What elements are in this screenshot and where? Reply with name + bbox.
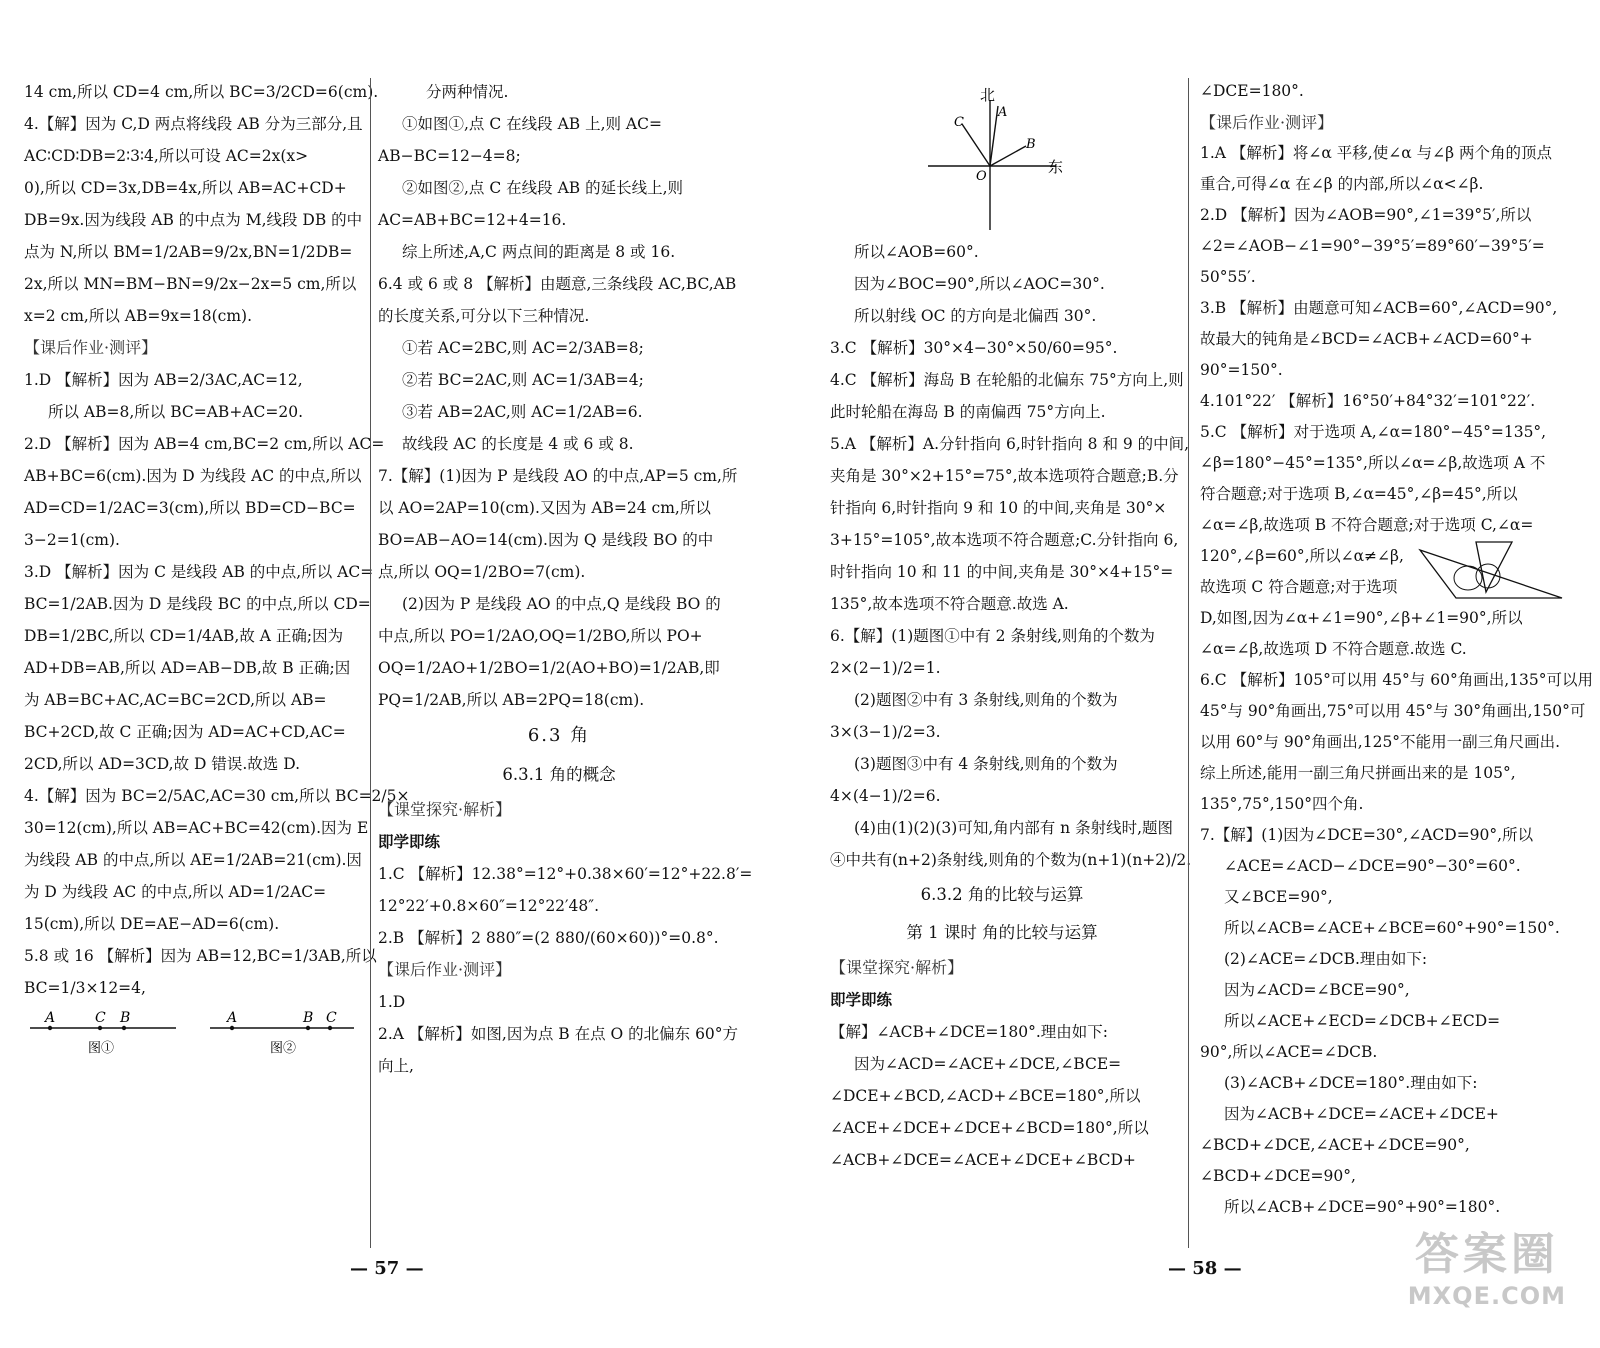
text-line: ∠α=∠β,故选项 B 不符合题意;对于选项 C,∠α= bbox=[1200, 516, 1534, 534]
text-line: 综上所述,能用一副三角尺拼画出来的是 105°, bbox=[1200, 764, 1516, 782]
text-line: 为 D 为线段 AC 的中点,所以 AD=1/2AC= bbox=[24, 883, 327, 901]
text-line: AC=AB+BC=12+4=16. bbox=[378, 211, 567, 229]
east-label: 东 bbox=[1048, 158, 1064, 176]
compass-figure bbox=[830, 86, 1174, 236]
text-line: ∠ACB+∠DCE=∠ACE+∠DCE+∠BCD+ bbox=[830, 1151, 1136, 1169]
column-3 bbox=[830, 86, 1192, 1176]
section-header: 【课堂探究·解析】 bbox=[830, 958, 964, 977]
text-line: ∠α=∠β,故选项 D 不符合题意.故选 C. bbox=[1200, 640, 1467, 658]
column-2 bbox=[378, 76, 753, 1082]
text-line: (2)∠ACE=∠DCB.理由如下: bbox=[1224, 950, 1428, 968]
section-header: 【课后作业·测评】 bbox=[24, 338, 158, 357]
text-line: 因为∠ACD=∠ACE+∠DCE,∠BCE= bbox=[854, 1055, 1122, 1073]
text-line: 2.D 【解析】因为∠AOB=90°,∠1=39°5′,所以 bbox=[1200, 206, 1532, 224]
section-header: 【课后作业·测评】 bbox=[1200, 113, 1334, 132]
text-line: 故线段 AC 的长度是 4 或 6 或 8. bbox=[402, 435, 634, 453]
text-line: PQ=1/2AB,所以 AB=2PQ=18(cm). bbox=[378, 691, 645, 709]
section-title-6-3: 6.3 角 bbox=[527, 725, 591, 746]
text-line: 6.【解】(1)题图①中有 2 条射线,则角的个数为 bbox=[830, 627, 1155, 645]
practice-header: 即学即练 bbox=[378, 832, 441, 851]
text-line: 为线段 AB 的中点,所以 AE=1/2AB=21(cm).因 bbox=[24, 851, 362, 869]
text-line: ∠DCE=180°. bbox=[1200, 82, 1304, 100]
watermark-url: MXQE.COM bbox=[1407, 1282, 1566, 1310]
text-line: ∠ACE=∠ACD−∠DCE=90°−30°=60°. bbox=[1224, 857, 1521, 875]
text-line: 重合,可得∠α 在∠β 的内部,所以∠α<∠β. bbox=[1200, 175, 1484, 193]
text-line: 【解】∠ACB+∠DCE=180°.理由如下: bbox=[830, 1023, 1108, 1041]
section-header: 【课堂探究·解析】 bbox=[378, 800, 512, 819]
text-line: AB+BC=6(cm).因为 D 为线段 AC 的中点,所以 bbox=[24, 467, 362, 485]
text-line: OQ=1/2AO+1/2BO=1/2(AO+BO)=1/2AB,即 bbox=[378, 659, 720, 677]
text-line: DB=9x.因为线段 AB 的中点为 M,线段 DB 的中 bbox=[24, 211, 363, 229]
column-4 bbox=[1200, 76, 1593, 1223]
text-line: 因为∠BOC=90°,所以∠AOC=30°. bbox=[854, 275, 1105, 293]
text-line: 所以∠ACB+∠DCE=90°+90°=180°. bbox=[1224, 1198, 1501, 1216]
text-line: 时针指向 10 和 11 的中间,夹角是 30°×4+15°= bbox=[830, 563, 1174, 581]
text-line: 7.【解】(1)因为 P 是线段 AO 的中点,AP=5 cm,所 bbox=[378, 467, 738, 485]
figure-caption: 图① bbox=[88, 1041, 115, 1056]
text-line: 120°,∠β=60°,所以∠α≠∠β, bbox=[1200, 547, 1404, 565]
text-line: 因为∠ACB+∠DCE=∠ACE+∠DCE+ bbox=[1224, 1105, 1499, 1123]
ray-label-a: A bbox=[998, 105, 1008, 120]
text-line: 点,所以 OQ=1/2BO=7(cm). bbox=[378, 563, 586, 581]
text-line: 2.A 【解析】如图,因为点 B 在点 O 的北偏东 60°方 bbox=[378, 1025, 739, 1043]
text-line: 30=12(cm),所以 AB=AC+BC=42(cm).因为 E bbox=[24, 819, 369, 837]
text-line: 因为∠ACD=∠BCE=90°, bbox=[1224, 981, 1410, 999]
text-line: 4.【解】因为 BC=2/5AC,AC=30 cm,所以 BC=2/5× bbox=[24, 787, 410, 805]
text-line: 针指向 6,时针指向 9 和 10 的中间,夹角是 30°× bbox=[830, 499, 1167, 517]
text-line: ①如图①,点 C 在线段 AB 上,则 AC= bbox=[402, 115, 662, 133]
text-line: 90°=150°. bbox=[1200, 361, 1283, 379]
text-line: AC∶CD∶DB=2∶3∶4,所以可设 AC=2x(x> bbox=[24, 147, 309, 165]
text-line: 以 AO=2AP=10(cm).又因为 AB=24 cm,所以 bbox=[378, 499, 711, 517]
text-line: 45°与 90°角画出,75°可以用 45°与 30°角画出,150°可 bbox=[1200, 702, 1586, 720]
point-label-b: B bbox=[303, 1010, 314, 1026]
text-line: 以用 60°与 90°角画出,125°不能用一副三角尺画出. bbox=[1200, 733, 1560, 751]
text-line: ∠β=180°−45°=135°,所以∠α=∠β,故选项 A 不 bbox=[1200, 454, 1546, 472]
text-line: ∠BCD+∠DCE,∠ACE+∠DCE=90°, bbox=[1200, 1136, 1470, 1154]
text-line: 符合题意;对于选项 B,∠α=45°,∠β=45°,所以 bbox=[1200, 485, 1518, 503]
ray-label-c: C bbox=[954, 115, 964, 130]
text-line: 此时轮船在海岛 B 的南偏西 75°方向上. bbox=[830, 403, 1106, 421]
ray-label-b: B bbox=[1026, 137, 1036, 152]
text-line: 15(cm),所以 DE=AE−AD=6(cm). bbox=[24, 915, 280, 933]
lesson-title: 第 1 课时 角的比较与运算 bbox=[906, 923, 1098, 942]
text-line: BC+2CD,故 C 正确;因为 AD=AC+CD,AC= bbox=[24, 723, 346, 741]
text-line: ③若 AB=2AC,则 AC=1/2AB=6. bbox=[402, 403, 643, 421]
origin-label: O bbox=[976, 169, 987, 184]
text-line: (3)∠ACB+∠DCE=180°.理由如下: bbox=[1224, 1074, 1478, 1092]
text-line: 所以 AB=8,所以 BC=AB+AC=20. bbox=[48, 403, 304, 421]
subsection-title-6-3-1: 6.3.1 角的概念 bbox=[502, 765, 616, 784]
text-line: AB−BC=12−4=8; bbox=[378, 147, 521, 165]
text-line: 7.【解】(1)因为∠DCE=30°,∠ACD=90°,所以 bbox=[1200, 826, 1534, 844]
text-line: D,如图,因为∠α+∠1=90°,∠β+∠1=90°,所以 bbox=[1200, 609, 1523, 627]
text-line: 4.【解】因为 C,D 两点将线段 AB 分为三部分,且 bbox=[24, 115, 363, 133]
section-header: 【课后作业·测评】 bbox=[378, 960, 512, 979]
text-line: 135°,故本选项不符合题意.故选 A. bbox=[830, 595, 1069, 613]
figure-caption: 图② bbox=[270, 1041, 297, 1056]
text-line: 3×(3−1)/2=3. bbox=[830, 723, 941, 741]
text-line: 3+15°=105°,故本选项不符合题意;C.分针指向 6, bbox=[830, 531, 1179, 549]
text-line: ①若 AC=2BC,则 AC=2/3AB=8; bbox=[402, 339, 644, 357]
text-line: 5.C 【解析】对于选项 A,∠α=180°−45°=135°, bbox=[1200, 423, 1547, 441]
text-line: 夹角是 30°×2+15°=75°,故本选项符合题意;B.分 bbox=[830, 467, 1179, 485]
text-line: ②若 BC=2AC,则 AC=1/3AB=4; bbox=[402, 371, 644, 389]
set-square-figure bbox=[1416, 540, 1566, 604]
text-line: 6.4 或 6 或 8 【解析】由题意,三条线段 AC,BC,AB bbox=[378, 275, 737, 293]
text-line: BC=1/3×12=4, bbox=[24, 979, 146, 997]
text-line: 2x,所以 MN=BM−BN=9/2x−2x=5 cm,所以 bbox=[24, 275, 357, 293]
text-line: (2)因为 P 是线段 AO 的中点,Q 是线段 BO 的 bbox=[402, 595, 721, 613]
text-line: (3)题图③中有 4 条射线,则角的个数为 bbox=[854, 755, 1118, 773]
page-number-left: — 57 — bbox=[350, 1258, 424, 1279]
text-line: BC=1/2AB.因为 D 是线段 BC 的中点,所以 CD= bbox=[24, 595, 371, 613]
text-line: 14 cm,所以 CD=4 cm,所以 BC=3/2CD=6(cm). bbox=[24, 83, 379, 101]
text-line: 分两种情况. bbox=[426, 83, 509, 101]
text-line: 1.D 【解析】因为 AB=2/3AC,AC=12, bbox=[24, 371, 303, 389]
text-line: (4)由(1)(2)(3)可知,角内部有 n 条射线时,题图 bbox=[854, 819, 1174, 837]
point-label-a: A bbox=[227, 1010, 238, 1026]
text-line: 的长度关系,可分以下三种情况. bbox=[378, 307, 590, 325]
text-line: ②如图②,点 C 在线段 AB 的延长线上,则 bbox=[402, 179, 684, 197]
text-line: BO=AB−AO=14(cm).因为 Q 是线段 BO 的中 bbox=[378, 531, 714, 549]
text-line: 4.C 【解析】海岛 B 在轮船的北偏东 75°方向上,则 bbox=[830, 371, 1184, 389]
text-line: 所以∠ACE+∠ECD=∠DCB+∠ECD= bbox=[1224, 1012, 1501, 1030]
segment-figures bbox=[24, 1008, 364, 1070]
text-line: AD=CD=1/2AC=3(cm),所以 BD=CD−BC= bbox=[24, 499, 356, 517]
text-line: 50°55′. bbox=[1200, 268, 1256, 286]
text-line: 向上, bbox=[378, 1057, 414, 1075]
text-line: 1.A 【解析】将∠α 平移,使∠α 与∠β 两个角的顶点 bbox=[1200, 144, 1552, 162]
text-line: 4×(4−1)/2=6. bbox=[830, 787, 941, 805]
figure-1 bbox=[30, 1010, 176, 1056]
point-label-b: B bbox=[120, 1010, 131, 1026]
text-line: 综上所述,A,C 两点间的距离是 8 或 16. bbox=[402, 243, 676, 261]
text-line: AD+DB=AB,所以 AD=AB−DB,故 B 正确;因 bbox=[24, 659, 351, 677]
text-line: 6.C 【解析】105°可以用 45°与 60°角画出,135°可以用 bbox=[1200, 671, 1593, 689]
text-line: 故最大的钝角是∠BCD=∠ACB+∠ACD=60°+ bbox=[1200, 330, 1533, 348]
text-line: 2CD,所以 AD=3CD,故 D 错误.故选 D. bbox=[24, 755, 301, 773]
watermark-title: 答案圈 bbox=[1414, 1229, 1559, 1280]
text-line: 中点,所以 PO=1/2AO,OQ=1/2BO,所以 PO+ bbox=[378, 627, 703, 645]
point-label-c: C bbox=[326, 1010, 337, 1026]
text-line: ∠ACE+∠DCE+∠DCE+∠BCD=180°,所以 bbox=[830, 1119, 1149, 1137]
text-line: 3−2=1(cm). bbox=[24, 531, 120, 549]
text-line: 点为 N,所以 BM=1/2AB=9/2x,BN=1/2DB= bbox=[24, 243, 353, 261]
north-label: 北 bbox=[980, 86, 996, 104]
text-line: 1.C 【解析】12.38°=12°+0.38×60′=12°+22.8′= bbox=[378, 865, 753, 883]
text-line: 为 AB=BC+AC,AC=BC=2CD,所以 AB= bbox=[24, 691, 327, 709]
text-line: 2.B 【解析】2 880″=(2 880/(60×60))°=0.8°. bbox=[378, 929, 719, 947]
text-line: ④中共有(n+2)条射线,则角的个数为(n+1)(n+2)/2. bbox=[830, 851, 1192, 869]
subsection-title-6-3-2: 6.3.2 角的比较与运算 bbox=[920, 885, 1084, 904]
text-line: 135°,75°,150°四个角. bbox=[1200, 795, 1364, 813]
text-line: 1.D bbox=[378, 993, 406, 1011]
text-line: 2×(2−1)/2=1. bbox=[830, 659, 941, 677]
text-line: 所以∠ACB=∠ACE+∠BCE=60°+90°=150°. bbox=[1224, 919, 1560, 937]
text-line: ∠BCD+∠DCE=90°, bbox=[1200, 1167, 1356, 1185]
text-line: 3.B 【解析】由题意可知∠ACB=60°,∠ACD=90°, bbox=[1200, 299, 1558, 317]
text-line: 3.D 【解析】因为 C 是线段 AB 的中点,所以 AC= bbox=[24, 563, 374, 581]
text-line: ∠DCE+∠BCD,∠ACD+∠BCE=180°,所以 bbox=[830, 1087, 1141, 1105]
text-line: (2)题图②中有 3 条射线,则角的个数为 bbox=[854, 691, 1118, 709]
text-line: 12°22′+0.8×60″=12°22′48″. bbox=[378, 897, 599, 915]
text-line: 90°,所以∠ACE=∠DCB. bbox=[1200, 1043, 1378, 1061]
watermark bbox=[1408, 1218, 1566, 1310]
text-line: x=2 cm,所以 AB=9x=18(cm). bbox=[24, 307, 253, 325]
column-divider bbox=[370, 78, 371, 1248]
text-line: DB=1/2BC,所以 CD=1/4AB,故 A 正确;因为 bbox=[24, 627, 344, 645]
page-number-right: — 58 — bbox=[1168, 1258, 1242, 1279]
text-line: 5.A 【解析】A.分针指向 6,时针指向 8 和 9 的中间, bbox=[830, 435, 1190, 453]
point-label-a: A bbox=[45, 1010, 56, 1026]
text-line: ∠2=∠AOB−∠1=90°−39°5′=89°60′−39°5′= bbox=[1200, 237, 1545, 255]
text-line: 5.8 或 16 【解析】因为 AB=12,BC=1/3AB,所以 bbox=[24, 947, 377, 965]
figure-2 bbox=[210, 1010, 354, 1056]
text-line: 3.C 【解析】30°×4−30°×50/60=95°. bbox=[830, 339, 1118, 357]
column-divider bbox=[1188, 78, 1189, 1248]
text-line: 故选项 C 符合题意;对于选项 bbox=[1200, 578, 1398, 596]
text-line: 所以∠AOB=60°. bbox=[854, 243, 979, 261]
text-line: 所以射线 OC 的方向是北偏西 30°. bbox=[854, 307, 1097, 325]
text-line: 4.101°22′ 【解析】16°50′+84°32′=101°22′. bbox=[1200, 392, 1536, 410]
text-line: 0),所以 CD=3x,DB=4x,所以 AB=AC+CD+ bbox=[24, 179, 347, 197]
text-line: 2.D 【解析】因为 AB=4 cm,BC=2 cm,所以 AC= bbox=[24, 435, 385, 453]
text-line: 又∠BCE=90°, bbox=[1224, 888, 1333, 906]
point-label-c: C bbox=[95, 1010, 106, 1026]
practice-header: 即学即练 bbox=[830, 990, 893, 1009]
